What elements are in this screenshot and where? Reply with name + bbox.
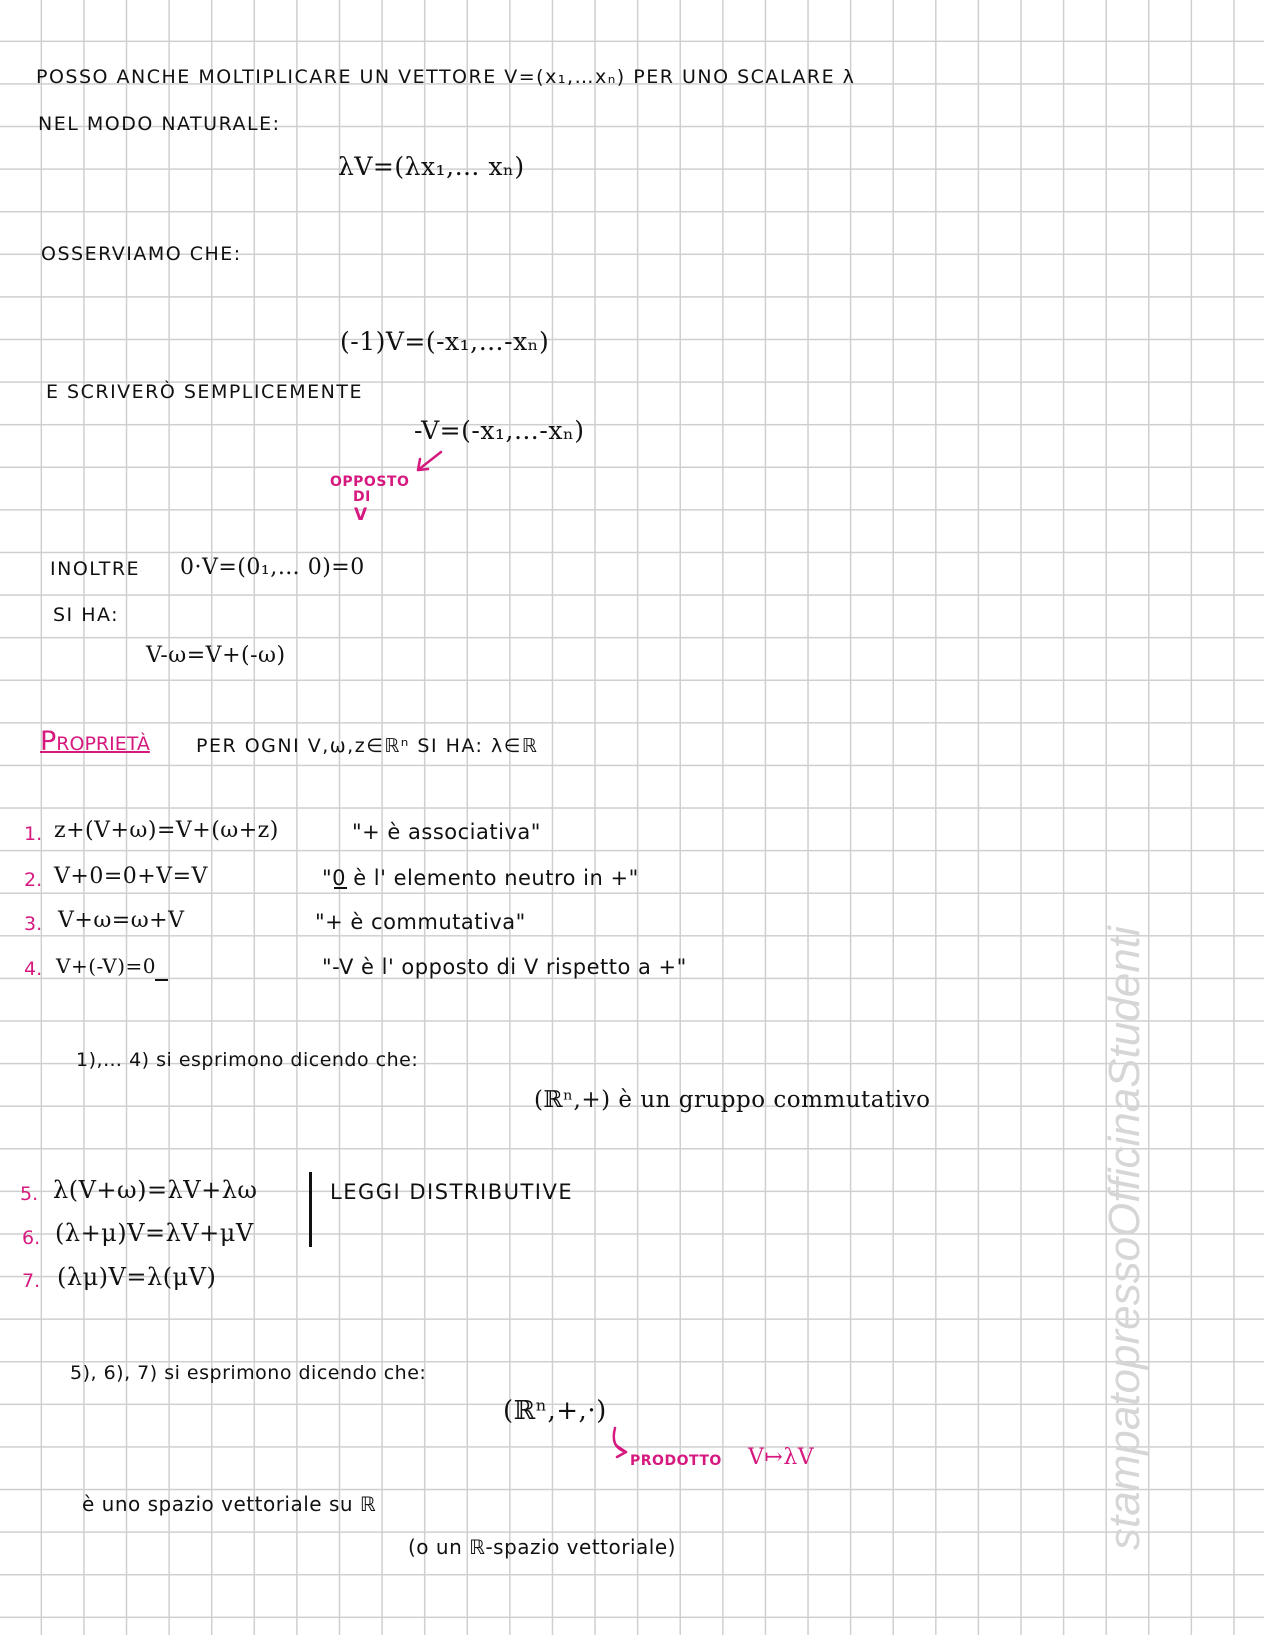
arrow-icon bbox=[418, 452, 441, 470]
distributive-label: LEGGI DISTRIBUTIVE bbox=[330, 1180, 574, 1204]
distributive-formula: (λ+μ)V=λV+μV bbox=[55, 1219, 254, 1247]
group-conclusion: (ℝⁿ,+) è un gruppo commutativo bbox=[534, 1087, 931, 1113]
property-formula: z+(V+ω)=V+(ω+z) bbox=[54, 818, 279, 843]
properties-statement: PER OGNI V,ω,z∈ℝⁿ SI HA: λ∈ℝ bbox=[196, 735, 539, 757]
formula-minus-one: (-1)V=(-x₁,…-xₙ) bbox=[340, 327, 550, 356]
property-formula: V+(-V)=0 bbox=[56, 954, 157, 978]
distributive-formula: λ(V+ω)=λV+λω bbox=[53, 1176, 258, 1204]
vector-space-formula: (ℝⁿ,+,·) bbox=[503, 1396, 607, 1426]
property-number: 4. bbox=[24, 958, 43, 980]
property-comment: "+ è associativa" bbox=[352, 820, 541, 844]
property-comment: "0 è l' elemento neutro in +" bbox=[322, 866, 639, 890]
formula-opposite: -V=(-x₁,…-xₙ) bbox=[414, 416, 585, 445]
distributive-number: 7. bbox=[22, 1270, 41, 1292]
opposite-note-line-2: DI bbox=[353, 489, 371, 505]
distributive-formula: (λμ)V=λ(μV) bbox=[57, 1263, 217, 1291]
property-comment: "+ è commutativa" bbox=[315, 910, 526, 934]
vector-space-line: è uno spazio vettoriale su ℝ bbox=[82, 1492, 377, 1516]
distributive-number: 6. bbox=[22, 1227, 41, 1249]
group-intro: 1),… 4) si esprimono dicendo che: bbox=[76, 1049, 419, 1071]
opposite-note-line-1: OPPOSTO bbox=[330, 474, 410, 490]
property-number: 1. bbox=[24, 823, 43, 845]
property-formula: V+0=0+V=V bbox=[54, 864, 208, 889]
vector-space-intro: 5), 6), 7) si esprimono dicendo che: bbox=[70, 1362, 427, 1384]
formula-difference: V-ω=V+(-ω) bbox=[146, 643, 286, 668]
formula-scalar-product: λV=(λx₁,… xₙ) bbox=[338, 152, 525, 181]
product-label: PRODOTTO bbox=[630, 1453, 722, 1469]
property-formula: V+ω=ω+V bbox=[58, 908, 185, 933]
property-comment: "-V è l' opposto di V rispetto a +" bbox=[322, 955, 687, 979]
intro-line-2: NEL MODO NATURALE: bbox=[38, 113, 281, 135]
observe-label: OSSERVIAMO CHE: bbox=[41, 243, 242, 265]
vector-space-alt: (o un ℝ-spazio vettoriale) bbox=[408, 1535, 676, 1559]
opposite-note-line-3: V bbox=[354, 505, 368, 525]
product-map: V↦λV bbox=[748, 1445, 815, 1470]
watermark: stampatopressoOfficinaStudenti bbox=[1100, 926, 1149, 1550]
property-number: 3. bbox=[24, 913, 43, 935]
property-number: 2. bbox=[24, 869, 43, 891]
one-has-label: SI HA: bbox=[53, 604, 120, 626]
arrow-icon bbox=[614, 1428, 626, 1457]
formula-zero-vector: 0·V=(0₁,… 0)=0 bbox=[180, 555, 365, 580]
write-simply-label: E SCRIVERÒ SEMPLICEMENTE bbox=[46, 381, 363, 403]
intro-line-1: POSSO ANCHE MOLTIPLICARE UN VETTORE V=(x₁,…xₙ) PER UNO SCALARE λ bbox=[36, 66, 856, 88]
properties-title: Proprietà bbox=[40, 726, 150, 757]
distributive-number: 5. bbox=[20, 1183, 39, 1205]
furthermore-label: INOLTRE bbox=[50, 558, 141, 580]
underline-icon bbox=[155, 888, 347, 980]
